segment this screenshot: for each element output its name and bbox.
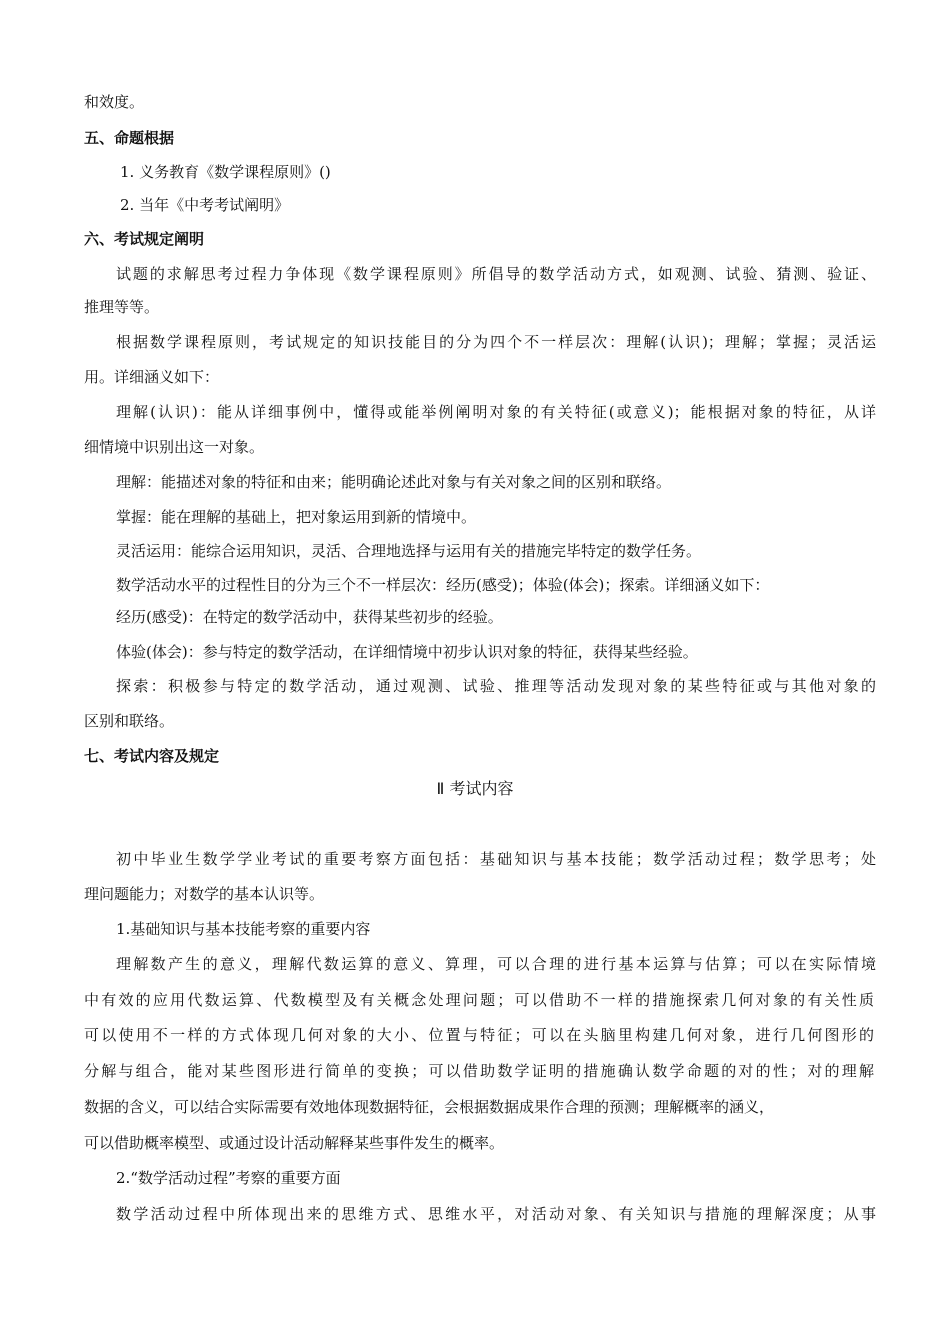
- paragraph-line: 分解与组合，能对某些图形进行简单的变换；可以借助数学证明的措施确认数学命题的对的性；对的理解: [84, 1062, 874, 1080]
- paragraph-line: 经历(感受)：在特定的数学活动中，获得某些初步的经验。: [116, 608, 503, 626]
- paragraph-line: 数据的含义，可以结合实际需要有效地体现数据特征，会根据数据成果作合理的预测；理解概率的涵义，: [84, 1098, 775, 1116]
- section-heading-6: 六、考试规定阐明: [84, 230, 205, 248]
- section-heading-7: 七、考试内容及规定: [84, 747, 220, 765]
- paragraph-line: 理解：能描述对象的特征和由来；能明确论述此对象与有关对象之间的区别和联络。: [116, 473, 672, 491]
- paragraph-line: 数学活动过程中所体现出来的思维方式、思维水平，对活动对象、有关知识与措施的理解深度；从事: [116, 1205, 876, 1223]
- paragraph-line: 可以使用不一样的方式体现几何对象的大小、位置与特征；可以在头脑里构建几何对象，进行几何图形的: [84, 1026, 874, 1044]
- paragraph-line: 数学活动水平的过程性目的分为三个不一样层次：经历(感受)；体验(体会)；探索。详细涵义如下：: [116, 576, 770, 594]
- paragraph-line: 细情境中识别出这一对象。: [84, 438, 265, 456]
- paragraph-line: 可以借助概率模型、或通过设计活动解释某些事件发生的概率。: [84, 1134, 505, 1152]
- section-heading-5: 五、命题根据: [84, 129, 175, 147]
- paragraph-line: 探索：积极参与特定的数学活动，通过观测、试验、推理等活动发现对象的某些特征或与其他对象的: [116, 677, 876, 695]
- paragraph-line: 试题的求解思考过程力争体现《数学课程原则》所倡导的数学活动方式，如观测、试验、猜测、验证、: [116, 265, 876, 283]
- paragraph-line: 灵活运用：能综合运用知识，灵活、合理地选择与运用有关的措施完毕特定的数学任务。: [116, 542, 702, 560]
- basis-item-1: 1. 义务教育《数学课程原则》(): [120, 163, 331, 181]
- paragraph-line: 中有效的应用代数运算、代数模型及有关概念处理问题；可以借助不一样的措施探索几何对象的有关性质: [84, 991, 874, 1009]
- basis-item-2: 2. 当年《中考考试阐明》: [120, 196, 290, 214]
- paragraph-line: 区别和联络。: [84, 712, 175, 730]
- paragraph-line: 推理等等。: [84, 298, 160, 316]
- section-title: Ⅱ 考试内容: [436, 779, 514, 798]
- subheading-1: 1.基础知识与基本技能考察的重要内容: [116, 920, 371, 938]
- paragraph-line: 理解(认识)：能从详细事例中，懂得或能举例阐明对象的有关特征(或意义)；能根据对象的特征，从详: [116, 403, 876, 421]
- paragraph-line: 理解数产生的意义，理解代数运算的意义、算理，可以合理的进行基本运算与估算；可以在实际情境: [116, 955, 876, 973]
- paragraph-line: 理问题能力；对数学的基本认识等。: [84, 885, 325, 903]
- subheading-2: 2.“数学活动过程”考察的重要方面: [116, 1169, 341, 1187]
- paragraph-line: 掌握：能在理解的基础上，把对象运用到新的情境中。: [116, 508, 477, 526]
- paragraph-line: 初中毕业生数学学业考试的重要考察方面包括：基础知识与基本技能；数学活动过程；数学思考；处: [116, 850, 876, 868]
- paragraph-line: 体验(体会)：参与特定的数学活动，在详细情境中初步认识对象的特征，获得某些经验。: [116, 643, 698, 661]
- paragraph-line: 用。详细涵义如下：: [84, 368, 220, 386]
- paragraph-line: 根据数学课程原则，考试规定的知识技能目的分为四个不一样层次：理解(认识)；理解；掌握；灵活运: [116, 333, 876, 351]
- paragraph-line: 和效度。: [84, 93, 145, 111]
